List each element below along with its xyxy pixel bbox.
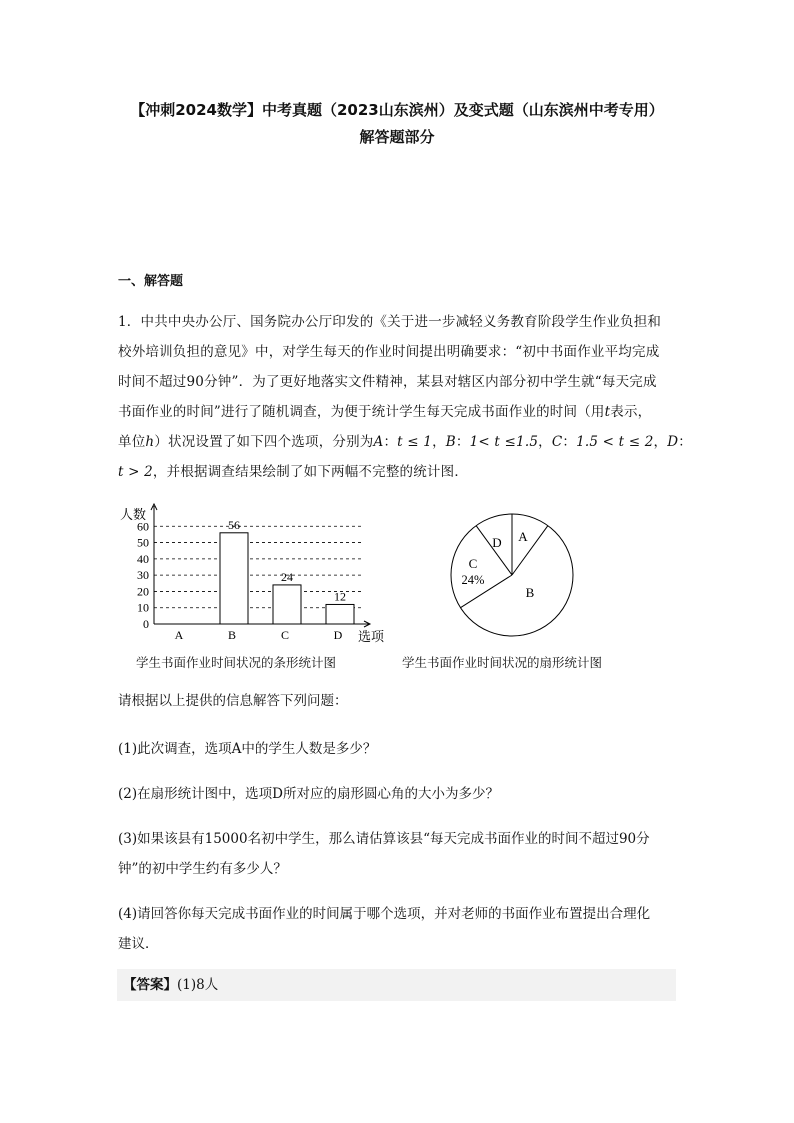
document-title-line1: 【冲刺2024数学】中考真题（2023山东滨州）及变式题（山东滨州中考专用） [130, 101, 664, 119]
x-tick-label: C [280, 628, 290, 642]
x-tick-label: D [333, 628, 343, 642]
y-tick-label: 0 [143, 617, 149, 631]
section-heading: 一、解答题 [118, 274, 184, 289]
bar-chart [112, 500, 392, 650]
bar [326, 604, 354, 624]
intro-line [118, 397, 678, 427]
option-a-range: t ≤ 1 [397, 434, 433, 450]
subquestion-1: (1)此次调查，选项A中的学生人数是多少？ [118, 741, 377, 757]
subquestion-4-line2: 建议． [118, 936, 159, 952]
option-b-range: 1< t ≤1.5 [469, 434, 539, 450]
subquestion-2: (2)在扇形统计图中，选项D所对应的扇形圆心角的大小为多少？ [118, 786, 499, 802]
x-axis-label: 选项 [358, 629, 385, 644]
option-b: B [445, 434, 456, 450]
document-title-line2: 解答题部分 [359, 128, 435, 146]
y-tick-label: 60 [137, 519, 149, 534]
intro-line: 校外培训负担的意见》中，对学生每天的作业时间提出明确要求：“初中书面作业平均完成 [118, 344, 660, 360]
bar-value-label: 24 [281, 569, 293, 584]
pie-percent-label: 24% [461, 573, 485, 587]
intro-line-tail: 表示， [610, 404, 652, 420]
intro-line-tail: ，并根据调查结果绘制了如下两幅不完整的统计图． [152, 464, 469, 480]
y-tick-label: 40 [137, 551, 149, 566]
subquestion-3-line1: (3)如果该县有15000名初中学生，那么请估算该县“每天完成书面作业的时间不超过90分 [118, 831, 650, 847]
pie-slice-label: D [492, 535, 502, 550]
option-c-range: 1.5 < t ≤ 2 [576, 434, 654, 450]
intro-line-options: 单位h）状况设置了如下四个选项，分别为A：t ≤ 1，B：1< t ≤1.5，C：1.5 < t ≤ 2，D： [118, 434, 692, 450]
pie-slice-label: B [525, 585, 535, 600]
intro-line: 时间不超过90分钟”．为了更好地落实文件精神，某县对辖区内部分初中学生就“每天完成 [118, 374, 657, 390]
intro-line: 1．中共中央办公厅、国务院办公厅印发的《关于进一步减轻义务教育阶段学生作业负担和 [118, 314, 662, 330]
x-tick-label: A [174, 628, 184, 642]
pie-chart [442, 505, 582, 645]
subquestion-4-line1: (4)请回答你每天完成书面作业的时间属于哪个选项，并对老师的书面作业布置提出合理化 [118, 906, 651, 922]
bar [220, 533, 248, 624]
option-d: D [667, 434, 679, 450]
bar-value-label: 12 [334, 589, 346, 604]
option-a: A [373, 434, 384, 450]
y-tick-label: 30 [137, 568, 149, 583]
bar [273, 585, 301, 624]
pie-chart-caption: 学生书面作业时间状况的扇形统计图 [402, 655, 603, 670]
pie-slice-label: A [518, 529, 528, 544]
answer-label: 【答案】 [123, 977, 177, 993]
intro-line-text: 书面作业的时间”进行了随机调查，为便于统计学生每天完成书面作业的时间（用 [118, 404, 605, 420]
question-intro [118, 307, 692, 487]
intro-line [118, 457, 678, 487]
answer-box [117, 969, 676, 1001]
y-tick-label: 50 [137, 535, 149, 550]
prompt-text: 请根据以上提供的信息解答下列问题： [118, 693, 348, 709]
text: 单位 [118, 434, 146, 450]
var-h: h [145, 434, 155, 450]
text: ）状况设置了如下四个选项，分别为 [154, 434, 374, 450]
pie-slice-label: C [468, 556, 478, 571]
x-tick-label: B [227, 628, 237, 642]
option-d-range: t > 2 [118, 464, 153, 480]
answer-text: (1)8人 [177, 977, 219, 993]
y-axis-label: 人数 [120, 507, 147, 522]
subquestion-3-line2: 钟”的初中学生约有多少人？ [118, 861, 287, 877]
var-t: t [604, 404, 611, 420]
option-c: C [551, 434, 563, 450]
bar-value-label: 56 [228, 517, 240, 532]
y-tick-label: 10 [137, 600, 149, 615]
y-tick-label: 20 [137, 584, 149, 599]
bar-chart-caption: 学生书面作业时间状况的条形统计图 [136, 655, 337, 670]
